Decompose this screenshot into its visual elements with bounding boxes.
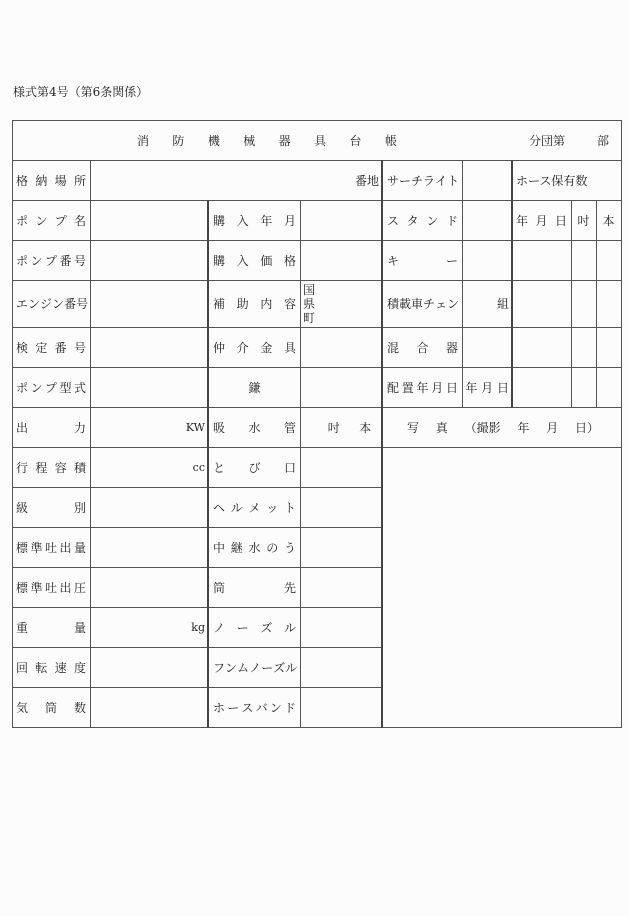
title-char: 械 [243, 133, 256, 148]
left-value-input[interactable] [90, 687, 207, 727]
unit-label: 年 月 日 [465, 380, 509, 395]
unit-label: 本 [359, 420, 372, 435]
photo-caption-part: 月 [546, 420, 559, 435]
label-char: 出 [59, 540, 72, 555]
hose-entry-input[interactable] [571, 327, 596, 367]
label-char: ー [261, 660, 274, 675]
label-char: ー [227, 700, 240, 715]
label-char: チ [411, 173, 424, 188]
label-char: ン [52, 297, 65, 311]
subsidy-source: 町 [303, 310, 316, 325]
label-char: ン [30, 253, 43, 268]
middle-label [209, 367, 300, 407]
right-label [383, 160, 462, 200]
photo-caption-part: 写 [407, 420, 420, 435]
division-prefix: 分団第 [528, 133, 565, 148]
label-char: 中 [213, 540, 226, 555]
right-value-input[interactable] [462, 160, 511, 200]
right-label [383, 200, 462, 240]
label-char: 入 [236, 213, 249, 228]
right-label [383, 240, 462, 280]
form-number: 様式第4号（第6条関係） [13, 85, 149, 99]
left-value-input[interactable] [90, 527, 207, 567]
label-char: 内 [260, 297, 273, 311]
label-char: 号 [73, 340, 86, 355]
division-suffix: 部 [596, 133, 609, 148]
label-char: ド [283, 700, 296, 715]
hose-entry-input[interactable] [596, 367, 621, 407]
label-char: 力 [73, 420, 86, 435]
middle-value-input[interactable] [300, 647, 381, 687]
label-char: タ [406, 213, 419, 228]
middle-label [209, 280, 300, 327]
unit-label: cc [192, 460, 205, 474]
label-char: 吸 [213, 420, 226, 435]
hose-header [512, 200, 571, 240]
hose-title: ホース保有数 [516, 173, 588, 188]
label-char: 吐 [44, 580, 57, 595]
label-char: 補 [213, 297, 226, 311]
label-char: 別 [73, 500, 86, 515]
label-char: 式 [73, 380, 86, 395]
label-char: 格 [16, 173, 29, 188]
middle-value-input[interactable] [300, 327, 381, 367]
middle-label [209, 607, 300, 647]
label-char: エ [16, 297, 29, 311]
label-char: 量 [73, 540, 86, 555]
label-char: び [248, 460, 261, 475]
subsidy-source: 県 [303, 296, 316, 311]
label-char: キ [387, 253, 400, 268]
label-char: 日 [554, 213, 567, 228]
label-char: 量 [73, 620, 86, 635]
label-char: 介 [236, 340, 249, 355]
middle-value-input[interactable] [300, 240, 381, 280]
left-value-input[interactable] [90, 280, 207, 327]
label-char: 混 [387, 340, 400, 355]
label-char: ッ [266, 500, 279, 515]
middle-value-input[interactable] [300, 527, 381, 567]
left-label [12, 280, 90, 327]
label-char: 圧 [73, 580, 86, 595]
label-char: ノ [213, 620, 226, 635]
label-char: 年 [516, 213, 529, 228]
label-char: 置 [401, 380, 414, 395]
left-value-input[interactable] [90, 240, 207, 280]
label-char: 番 [64, 297, 77, 311]
label-char: 番 [54, 340, 67, 355]
left-label [12, 407, 90, 447]
label-char: の [266, 540, 279, 555]
middle-value-input[interactable] [300, 487, 381, 527]
photo-caption [383, 407, 621, 447]
middle-value-input[interactable] [300, 280, 381, 327]
label-char: 標 [16, 540, 29, 555]
label-char: 型 [59, 380, 72, 395]
label-char: 数 [73, 700, 86, 715]
label-char: 本 [602, 213, 615, 228]
label-char: 日 [445, 380, 458, 395]
label-char: 合 [416, 340, 429, 355]
label-char: 行 [16, 460, 29, 475]
label-char: ン [447, 297, 460, 311]
hose-entry-input[interactable] [512, 367, 571, 407]
label-char: 度 [73, 660, 86, 675]
label-char: イ [435, 173, 448, 188]
label-char: プ [54, 213, 67, 228]
right-label [383, 327, 462, 367]
label-char: ポ [16, 253, 29, 268]
label-char: 程 [35, 460, 48, 475]
label-char: バ [255, 700, 268, 715]
ledger-title-row [12, 120, 621, 160]
hose-entry-input[interactable] [512, 280, 571, 327]
hose-entry-input[interactable] [512, 327, 571, 367]
left-label [12, 647, 90, 687]
label-char: 水 [248, 540, 261, 555]
left-label [12, 447, 90, 487]
label-char: 容 [54, 460, 67, 475]
left-label [12, 327, 90, 367]
middle-label [209, 687, 300, 727]
left-label [12, 240, 90, 280]
label-char: 号 [73, 253, 86, 268]
label-char: 転 [35, 660, 48, 675]
address-suffix: 番地 [354, 173, 379, 188]
rule-line [621, 120, 622, 728]
label-char: 出 [16, 420, 29, 435]
label-char: 吋 [577, 213, 590, 228]
left-value-input[interactable] [90, 327, 207, 367]
left-value-input[interactable] [90, 487, 207, 527]
left-value-input[interactable] [90, 447, 207, 487]
unit-label: kg [191, 620, 205, 634]
middle-label [209, 240, 300, 280]
label-char: 購 [213, 213, 226, 228]
label-char: 級 [16, 500, 29, 515]
label-char: ス [241, 700, 254, 715]
hose-entry-input[interactable] [571, 240, 596, 280]
storage-location-label [12, 160, 90, 200]
label-char: 価 [260, 253, 273, 268]
label-char: 口 [283, 460, 296, 475]
title-char: 防 [172, 133, 185, 148]
label-char: ン [30, 380, 43, 395]
label-char: う [283, 540, 296, 555]
label-char: 載 [399, 297, 412, 311]
label-char: ー [399, 173, 412, 188]
label-char: 速 [54, 660, 67, 675]
middle-label [209, 447, 300, 487]
middle-value-input[interactable] [300, 607, 381, 647]
label-char: チ [423, 297, 436, 311]
photo-caption-part: （撮影 [464, 420, 501, 435]
title-char: 消 [137, 133, 150, 148]
label-char: 管 [283, 420, 296, 435]
left-value-input[interactable] [90, 367, 207, 407]
photo-caption-part: 年 [517, 420, 530, 435]
label-char: 検 [16, 340, 29, 355]
label-char: 器 [445, 340, 458, 355]
middle-label [209, 647, 300, 687]
title-char: 機 [207, 133, 220, 148]
label-char: ホ [213, 700, 226, 715]
middle-label [209, 327, 300, 367]
title-char: 帳 [384, 133, 397, 148]
label-char: ン [35, 213, 48, 228]
label-char: ル [230, 500, 243, 515]
label-char: 定 [35, 340, 48, 355]
division-field[interactable] [529, 132, 611, 149]
label-char: ー [445, 253, 458, 268]
unit-label: 吋 [327, 420, 340, 435]
label-char: 筒 [213, 580, 226, 595]
unit-label: KW [185, 420, 205, 434]
label-char: 準 [30, 540, 43, 555]
left-value-input[interactable] [90, 647, 207, 687]
label-char: 購 [213, 253, 226, 268]
label-char: 年 [416, 380, 429, 395]
label-char: ズ [260, 620, 273, 635]
left-label [12, 200, 90, 240]
photo-caption-part: 日） [574, 420, 599, 435]
label-char: 金 [260, 340, 273, 355]
label-char: 容 [283, 297, 296, 311]
hose-count-title [512, 160, 621, 200]
label-char: 場 [54, 173, 67, 188]
hose-entry-input[interactable] [596, 280, 621, 327]
label-char: フ [213, 660, 226, 675]
label-char: ー [236, 620, 249, 635]
title-char: 器 [278, 133, 291, 148]
label-char: ン [426, 213, 439, 228]
label-char: と [213, 460, 226, 475]
label-char: 格 [283, 253, 296, 268]
right-value-input[interactable] [462, 200, 511, 240]
label-char: 準 [30, 580, 43, 595]
label-char: 車 [411, 297, 424, 311]
left-value-input[interactable] [90, 607, 207, 647]
label-char: 継 [230, 540, 243, 555]
unit-label: 組 [496, 297, 509, 311]
label-char: 名 [73, 213, 86, 228]
label-char: 月 [431, 380, 444, 395]
middle-label [209, 567, 300, 607]
label-char: ム [237, 660, 250, 675]
label-char: 仲 [213, 340, 226, 355]
middle-value-input[interactable] [300, 447, 381, 487]
label-char: サ [387, 173, 400, 188]
label-char: 水 [248, 420, 261, 435]
label-char: ズ [273, 660, 286, 675]
label-char: ラ [423, 173, 436, 188]
right-label [383, 280, 462, 327]
label-char: 気 [16, 700, 29, 715]
right-value-input[interactable] [462, 240, 511, 280]
label-char: ン [269, 700, 282, 715]
middle-value-input[interactable] [300, 367, 381, 407]
rule-line [12, 727, 622, 728]
left-label [12, 527, 90, 567]
label-char: メ [248, 500, 261, 515]
label-char: ル [285, 660, 298, 675]
middle-value-input[interactable] [300, 567, 381, 607]
label-char: ポ [16, 213, 29, 228]
middle-value-input[interactable] [300, 687, 381, 727]
hose-entry-input[interactable] [571, 280, 596, 327]
subsidy-source: 国 [303, 282, 316, 297]
ledger-title [137, 132, 397, 149]
label-char: 配 [387, 380, 400, 395]
label-char: ノ [249, 660, 262, 675]
title-char: 具 [314, 133, 327, 148]
left-label [12, 567, 90, 607]
middle-label [209, 527, 300, 567]
left-label [12, 607, 90, 647]
label-char: 先 [283, 580, 296, 595]
label-char: プ [44, 253, 57, 268]
left-value-input[interactable] [90, 407, 207, 447]
label-char: 積 [73, 460, 86, 475]
label-char: 回 [16, 660, 29, 675]
label-char: 助 [236, 297, 249, 311]
label-char: 積 [387, 297, 400, 311]
title-char: 台 [349, 133, 362, 148]
label-char: 出 [59, 580, 72, 595]
hose-entry-input[interactable] [512, 240, 571, 280]
label-char: 所 [73, 173, 86, 188]
label-char: 年 [260, 213, 273, 228]
label-char: 月 [283, 213, 296, 228]
hose-entry-input[interactable] [571, 367, 596, 407]
middle-value-input[interactable] [300, 407, 381, 447]
label-char: ン [28, 297, 41, 311]
right-value-input[interactable] [462, 280, 511, 327]
hose-header [596, 200, 621, 240]
right-value-input[interactable] [462, 327, 511, 367]
left-label [12, 487, 90, 527]
label-char: ル [283, 620, 296, 635]
label-char: 筒 [44, 700, 57, 715]
label-char: 吐 [44, 540, 57, 555]
label-char: ス [387, 213, 400, 228]
label-char: 月 [535, 213, 548, 228]
photo-caption-part: 真 [435, 420, 448, 435]
hose-entry-input[interactable] [596, 327, 621, 367]
hose-entry-input[interactable] [596, 240, 621, 280]
left-value-input[interactable] [90, 567, 207, 607]
label-char: 入 [236, 253, 249, 268]
right-value-input[interactable] [462, 367, 511, 407]
middle-label [209, 487, 300, 527]
label-char: ヘ [213, 500, 226, 515]
label-char: ポ [16, 380, 29, 395]
label-char: 重 [16, 620, 29, 635]
label-char: 番 [59, 253, 72, 268]
middle-label [209, 200, 300, 240]
left-value-input[interactable] [90, 200, 207, 240]
left-label [12, 367, 90, 407]
middle-value-input[interactable] [300, 200, 381, 240]
storage-location-input[interactable] [90, 160, 381, 200]
label-char: ト [283, 500, 296, 515]
label-char: 具 [283, 340, 296, 355]
label-char: ジ [40, 297, 53, 311]
label-char: ド [445, 213, 458, 228]
photo-area[interactable] [383, 447, 621, 727]
label-char: 標 [16, 580, 29, 595]
right-label [383, 367, 462, 407]
label-char: プ [44, 380, 57, 395]
label-char: 号 [76, 297, 89, 311]
label-char: ト [447, 173, 460, 188]
middle-label [209, 407, 300, 447]
label-char: ン [225, 660, 238, 675]
label-char: 鎌 [248, 380, 261, 395]
left-label [12, 687, 90, 727]
hose-header [571, 200, 596, 240]
label-char: 納 [35, 173, 48, 188]
label-char: ェ [435, 297, 448, 311]
